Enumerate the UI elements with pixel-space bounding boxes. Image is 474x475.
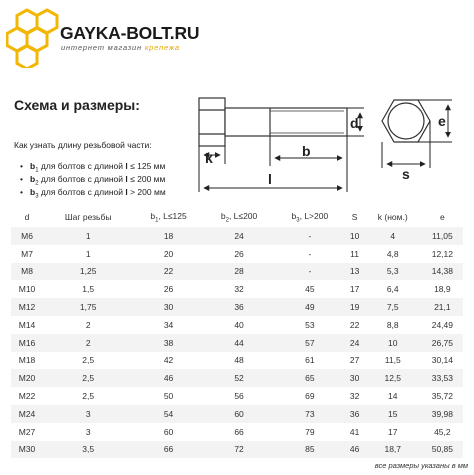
- brand-slogan: [61, 43, 180, 52]
- cell-b2: 52: [204, 369, 275, 387]
- cell-b3: 69: [274, 387, 345, 405]
- cell-d: M24: [11, 405, 43, 423]
- cell-b1: 22: [133, 263, 204, 281]
- cell-k: 18,7: [364, 441, 422, 459]
- cell-s: 46: [345, 441, 363, 459]
- cell-b1: 60: [133, 423, 204, 441]
- cell-b3: 85: [274, 441, 345, 459]
- bullet-var: l: [125, 174, 128, 184]
- cell-k: 17: [364, 423, 422, 441]
- cell-k: 4,8: [364, 245, 422, 263]
- dim-label-e: e: [438, 113, 446, 129]
- table-row: [11, 334, 463, 352]
- cell-b3: -: [274, 227, 345, 245]
- bolt-diagram: [180, 84, 472, 200]
- col-header-k: k (ном.): [364, 207, 422, 227]
- col-header-d: d: [11, 207, 43, 227]
- cell-b3: 45: [274, 280, 345, 298]
- section-title: Схема и размеры:: [14, 97, 140, 113]
- col-header-b2: $b_2$, L≤200: [204, 207, 275, 227]
- cell-s: 24: [345, 334, 363, 352]
- bullet-text: для болтов с длиной: [38, 161, 126, 171]
- list-item: [30, 160, 166, 173]
- table-row: [11, 298, 463, 316]
- cell-pitch: 2: [43, 334, 133, 352]
- cell-k: 4: [364, 227, 422, 245]
- thread-length-list: [30, 160, 166, 199]
- cell-d: M12: [11, 298, 43, 316]
- dim-label-d: d: [350, 115, 359, 131]
- cell-pitch: 3: [43, 423, 133, 441]
- table-row: [11, 423, 463, 441]
- cell-b1: 42: [133, 352, 204, 370]
- table-row: [11, 227, 463, 245]
- table-header-row: [11, 207, 463, 227]
- table-row: [11, 369, 463, 387]
- cell-b2: 32: [204, 280, 275, 298]
- cell-s: 36: [345, 405, 363, 423]
- cell-b3: 57: [274, 334, 345, 352]
- cell-k: 15: [364, 405, 422, 423]
- cell-e: 12,12: [422, 245, 463, 263]
- bullet-subscript: 3: [35, 193, 39, 200]
- cell-b1: 30: [133, 298, 204, 316]
- cell-k: 8,8: [364, 316, 422, 334]
- cell-e: 18,9: [422, 280, 463, 298]
- cell-d: M16: [11, 334, 43, 352]
- col-header-b3: $b_3$, L>200: [274, 207, 345, 227]
- cell-pitch: 2,5: [43, 369, 133, 387]
- list-item: [30, 186, 166, 199]
- cell-b1: 50: [133, 387, 204, 405]
- col-header-b1: $b_1$, L≤125: [133, 207, 204, 227]
- cell-b3: 53: [274, 316, 345, 334]
- cell-s: 19: [345, 298, 363, 316]
- cell-b2: 40: [204, 316, 275, 334]
- bullet-subscript: 2: [35, 180, 39, 187]
- cell-b1: 46: [133, 369, 204, 387]
- bullet-var: l: [125, 187, 128, 197]
- bullet-cond: > 200 мм: [127, 187, 166, 197]
- cell-b3: 65: [274, 369, 345, 387]
- cell-s: 13: [345, 263, 363, 281]
- cell-pitch: 1,5: [43, 280, 133, 298]
- cell-e: 33,53: [422, 369, 463, 387]
- cell-k: 5,3: [364, 263, 422, 281]
- howto-title: Как узнать длину резьбовой части:: [14, 140, 152, 150]
- table-row: [11, 352, 463, 370]
- cell-e: 45,2: [422, 423, 463, 441]
- cell-b2: 72: [204, 441, 275, 459]
- bullet-text: для болтов с длиной: [38, 187, 126, 197]
- dimensions-table: [11, 207, 463, 458]
- cell-e: 24,49: [422, 316, 463, 334]
- cell-k: 14: [364, 387, 422, 405]
- cell-d: M6: [11, 227, 43, 245]
- cell-pitch: 1,75: [43, 298, 133, 316]
- footnote: все размеры указаны в мм: [374, 461, 468, 470]
- table-row: [11, 263, 463, 281]
- cell-d: M18: [11, 352, 43, 370]
- cell-d: M8: [11, 263, 43, 281]
- cell-b1: 38: [133, 334, 204, 352]
- cell-pitch: 1,25: [43, 263, 133, 281]
- col-header-e: e: [422, 207, 463, 227]
- list-item: [30, 173, 166, 186]
- cell-pitch: 1: [43, 227, 133, 245]
- cell-b1: 26: [133, 280, 204, 298]
- cell-b3: 61: [274, 352, 345, 370]
- cell-e: 30,14: [422, 352, 463, 370]
- table-body: [11, 227, 463, 458]
- cell-d: M7: [11, 245, 43, 263]
- cell-d: M10: [11, 280, 43, 298]
- cell-d: M20: [11, 369, 43, 387]
- cell-e: 11,05: [422, 227, 463, 245]
- cell-e: 26,75: [422, 334, 463, 352]
- cell-b2: 60: [204, 405, 275, 423]
- cell-pitch: 2: [43, 316, 133, 334]
- dim-label-k: k: [205, 150, 213, 166]
- cell-b1: 18: [133, 227, 204, 245]
- cell-k: 10: [364, 334, 422, 352]
- table-row: [11, 441, 463, 459]
- cell-e: 39,98: [422, 405, 463, 423]
- cell-k: 12,5: [364, 369, 422, 387]
- table-row: [11, 280, 463, 298]
- cell-b2: 28: [204, 263, 275, 281]
- cell-e: 35,72: [422, 387, 463, 405]
- bolt-side-view: [199, 98, 347, 146]
- bullet-text: для болтов с длиной: [38, 174, 126, 184]
- cell-b2: 24: [204, 227, 275, 245]
- bullet-cond: ≤ 200 мм: [127, 174, 166, 184]
- cell-s: 27: [345, 352, 363, 370]
- cell-d: M14: [11, 316, 43, 334]
- table-row: [11, 405, 463, 423]
- cell-b1: 20: [133, 245, 204, 263]
- table-row: [11, 316, 463, 334]
- cell-k: 7,5: [364, 298, 422, 316]
- cell-b3: 73: [274, 405, 345, 423]
- col-header-s: S: [345, 207, 363, 227]
- cell-d: M30: [11, 441, 43, 459]
- dim-label-l: l: [268, 171, 272, 187]
- cell-b3: 49: [274, 298, 345, 316]
- bullet-symbol: b: [30, 161, 36, 171]
- cell-pitch: 1: [43, 245, 133, 263]
- table-row: [11, 245, 463, 263]
- bullet-symbol: b: [30, 174, 36, 184]
- cell-pitch: 2,5: [43, 387, 133, 405]
- brand-name[interactable]: GAYKA-BOLT.RU: [60, 23, 200, 43]
- bullet-symbol: b: [30, 187, 36, 197]
- cell-k: 6,4: [364, 280, 422, 298]
- cell-b3: -: [274, 245, 345, 263]
- col-header-pitch: Шаг резьбы: [43, 207, 133, 227]
- bullet-cond: ≤ 125 мм: [127, 161, 166, 171]
- cell-b2: 44: [204, 334, 275, 352]
- cell-b2: 56: [204, 387, 275, 405]
- dim-label-b: b: [302, 143, 311, 159]
- cell-pitch: 3,5: [43, 441, 133, 459]
- bullet-subscript: 1: [35, 167, 39, 174]
- cell-b2: 36: [204, 298, 275, 316]
- cell-b3: 79: [274, 423, 345, 441]
- bullet-var: l: [125, 161, 128, 171]
- cell-b2: 48: [204, 352, 275, 370]
- cell-s: 22: [345, 316, 363, 334]
- cell-e: 14,38: [422, 263, 463, 281]
- cell-s: 32: [345, 387, 363, 405]
- cell-s: 11: [345, 245, 363, 263]
- cell-b1: 66: [133, 441, 204, 459]
- cell-pitch: 2,5: [43, 352, 133, 370]
- cell-e: 50,85: [422, 441, 463, 459]
- slogan-main: интернет магазин: [61, 43, 142, 52]
- bolt-head-top-view: [382, 100, 430, 142]
- cell-b3: -: [274, 263, 345, 281]
- dim-label-s: s: [402, 166, 410, 182]
- cell-s: 41: [345, 423, 363, 441]
- cell-e: 21,1: [422, 298, 463, 316]
- cell-s: 30: [345, 369, 363, 387]
- cell-k: 11,5: [364, 352, 422, 370]
- cell-d: M27: [11, 423, 43, 441]
- cell-b1: 54: [133, 405, 204, 423]
- cell-s: 17: [345, 280, 363, 298]
- table-row: [11, 387, 463, 405]
- slogan-accent: крепежа: [144, 43, 180, 52]
- cell-b2: 26: [204, 245, 275, 263]
- cell-b1: 34: [133, 316, 204, 334]
- cell-pitch: 3: [43, 405, 133, 423]
- cell-b2: 66: [204, 423, 275, 441]
- cell-d: M22: [11, 387, 43, 405]
- cell-s: 10: [345, 227, 363, 245]
